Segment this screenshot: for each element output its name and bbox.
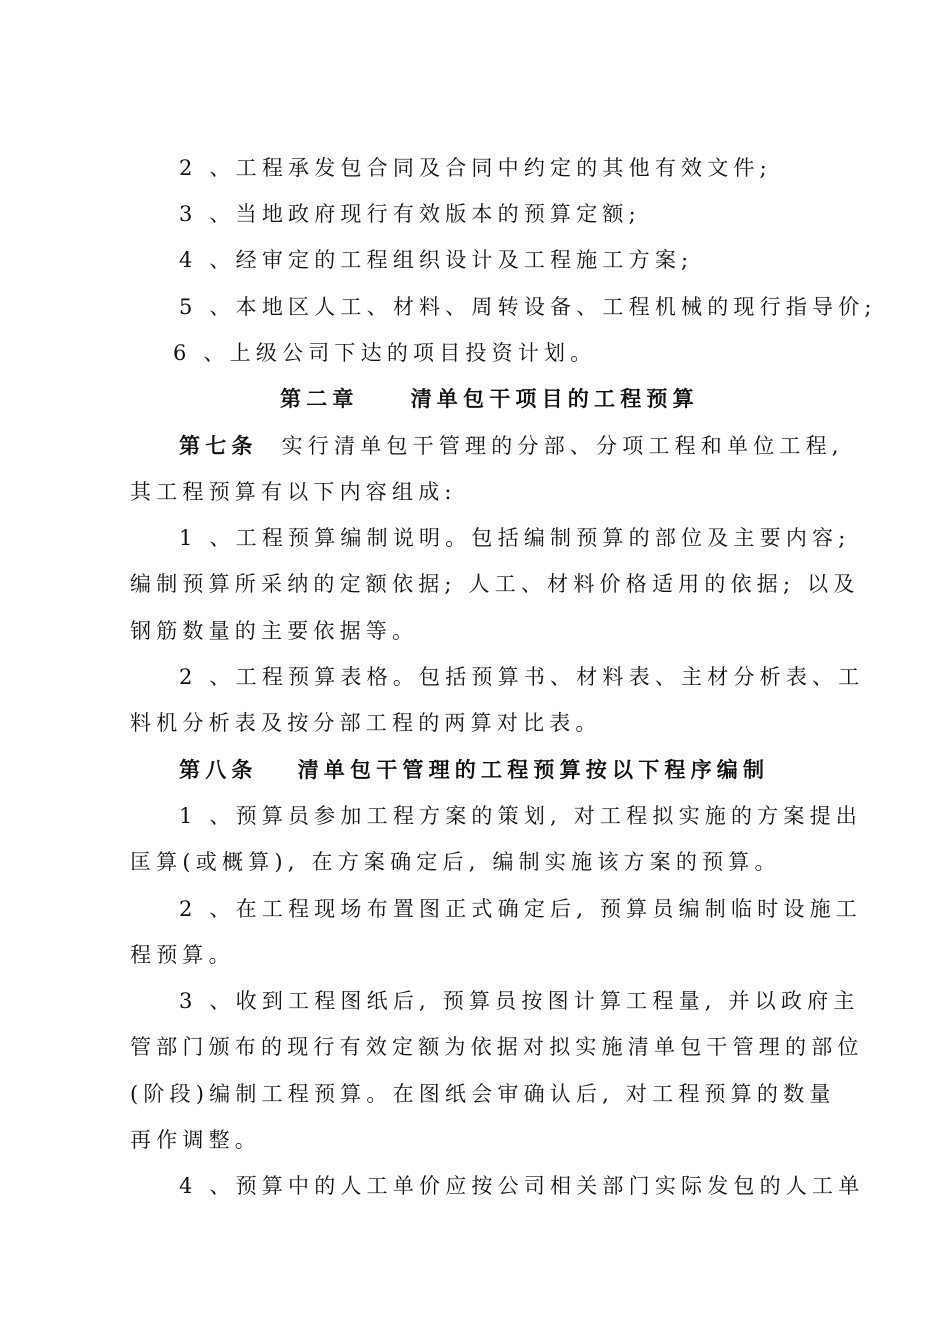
chapter-title: 清单包干项目的工程预算 [410, 386, 699, 411]
paragraph-line: 程预算。 [130, 943, 235, 967]
list-item: 4 、经审定的工程组织设计及工程施工方案; [179, 248, 694, 272]
article-7-line [179, 432, 844, 460]
article-8-heading [179, 756, 769, 784]
paragraph-line: 2 、工程预算表格。包括预算书、材料表、主材分析表、工 [179, 665, 865, 689]
article-8-title: 清单包干管理的工程预算按以下程序编制 [297, 757, 770, 782]
paragraph-line: 其工程预算有以下内容组成: [130, 480, 457, 504]
paragraph-line: 钢筋数量的主要依据等。 [130, 619, 419, 643]
paragraph-line: 1 、预算员参加工程方案的策划, 对工程拟实施的方案提出 [179, 804, 862, 828]
paragraph-line: 1 、工程预算编制说明。包括编制预算的部位及主要内容; [179, 526, 851, 550]
article-7-label: 第七条 [179, 433, 258, 458]
paragraph-line: 再作调整。 [130, 1128, 261, 1152]
chapter-number: 第二章 [280, 386, 359, 411]
article-7-text: 实行清单包干管理的分部、分项工程和单位工程, [281, 434, 844, 458]
paragraph-line: 4 、预算中的人工单价应按公司相关部门实际发包的人工单 [179, 1174, 865, 1198]
list-item: 6 、上级公司下达的项目投资计划。 [173, 341, 597, 365]
list-item: 3 、当地政府现行有效版本的预算定额; [179, 202, 641, 226]
paragraph-line: 匡算(或概算), 在方案确定后, 编制实施该方案的预算。 [130, 850, 781, 874]
list-item: 2 、工程承发包合同及合同中约定的其他有效文件; [179, 156, 772, 180]
chapter-heading [280, 385, 699, 413]
paragraph-line: 料机分析表及按分部工程的两算对比表。 [130, 711, 602, 735]
paragraph-line: 2 、在工程现场布置图正式确定后, 预算员编制临时设施工 [179, 897, 862, 921]
paragraph-line: 编制预算所采纳的定额依据; 人工、材料价格适用的依据; 以及 [130, 572, 860, 596]
paragraph-line: (阶段)编制工程预算。在图纸会审确认后, 对工程预算的数量 [130, 1082, 836, 1106]
paragraph-line: 3 、收到工程图纸后, 预算员按图计算工程量, 并以政府主 [179, 989, 860, 1013]
article-8-label: 第八条 [179, 757, 258, 782]
paragraph-line: 管部门颁布的现行有效定额为依据对拟实施清单包干管理的部位 [130, 1035, 864, 1059]
list-item: 5 、本地区人工、材料、周转设备、工程机械的现行指导价; [179, 295, 877, 319]
